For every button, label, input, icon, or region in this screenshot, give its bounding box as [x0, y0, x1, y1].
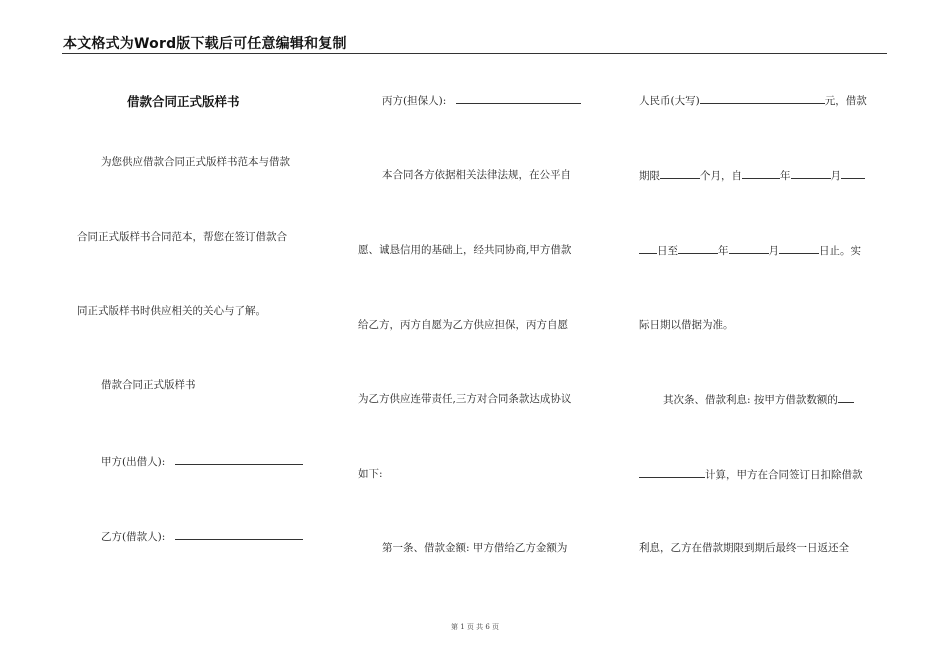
end-year-label: 年	[718, 245, 729, 257]
repayment-line: 利息，乙方在借款期限到期后最终一日返还全	[639, 542, 849, 554]
interest-calc-line	[639, 467, 863, 482]
end-day-blank	[779, 243, 819, 254]
amount-suffix: 元，借款	[824, 95, 867, 107]
header-divider	[62, 53, 887, 54]
party-b-label: 乙方(借款人):	[101, 531, 166, 543]
page-footer: 第 1 页 共 6 页	[450, 623, 500, 631]
para1-line-4: 为乙方供应连带责任,三方对合同条款达成协议	[358, 393, 572, 405]
party-b-blank	[175, 529, 303, 540]
start-year-blank	[742, 168, 780, 179]
intro-line-2: 合同正式版样书合同范本，帮您在签订借款合	[77, 231, 287, 243]
term-line	[639, 168, 865, 183]
interest-rate-blank	[639, 467, 705, 478]
amount-blank	[700, 93, 825, 104]
end-month-blank	[729, 243, 769, 254]
para1-line-5: 如下:	[358, 468, 383, 480]
end-month-label: 月	[768, 245, 779, 257]
interest-blank	[838, 392, 854, 403]
term-label: 期限	[639, 170, 660, 182]
term-months-blank	[660, 168, 700, 179]
intro-line-1: 为您供应借款合同正式版样书范本与借款	[101, 156, 290, 168]
amount-label: 人民币(大写)	[639, 95, 700, 107]
start-year-label: 年	[780, 170, 791, 182]
party-c-label: 丙方(担保人):	[382, 95, 447, 107]
party-c-line	[382, 93, 581, 108]
amount-line	[639, 93, 867, 108]
party-c-blank	[456, 93, 581, 104]
intro-line-3: 同正式版样书时供应相关的关心与了解。	[77, 305, 266, 317]
to-label: 日至	[657, 245, 678, 257]
term-months-label: 个月，自	[700, 170, 742, 182]
term-end-line	[639, 243, 861, 258]
contract-subtitle: 借款合同正式版样书	[101, 379, 196, 391]
party-a-label: 甲方(出借人):	[101, 456, 166, 468]
interest-label: 其次条、借款利息: 按甲方借款数额的	[663, 394, 838, 406]
party-a-blank	[175, 454, 303, 465]
party-a-line	[101, 454, 303, 469]
start-month-label: 月	[830, 170, 841, 182]
document-header: 本文格式为Word版下载后可任意编辑和复制	[63, 36, 347, 52]
end-year-blank	[678, 243, 718, 254]
start-month-blank	[791, 168, 831, 179]
para1-line-3: 给乙方，丙方自愿为乙方供应担保，丙方自愿	[358, 319, 568, 331]
start-day-blank-cont	[639, 243, 657, 254]
document-title: 借款合同正式版样书	[127, 94, 240, 109]
interest-calc-text: 计算，甲方在合同签订日扣除借款	[705, 469, 863, 481]
interest-line	[663, 392, 854, 407]
para1-line-2: 愿、诚恳信用的基础上，经共同协商,甲方借款	[358, 244, 572, 256]
party-b-line	[101, 529, 303, 544]
end-day-label: 日止。实	[819, 245, 861, 257]
article1-line: 第一条、借款金额: 甲方借给乙方金额为	[382, 542, 568, 554]
start-day-blank	[841, 168, 865, 179]
para1-line-1: 本合同各方依据相关法律法规，在公平自	[382, 169, 571, 181]
actual-date-line: 际日期以借据为准。	[639, 319, 734, 331]
